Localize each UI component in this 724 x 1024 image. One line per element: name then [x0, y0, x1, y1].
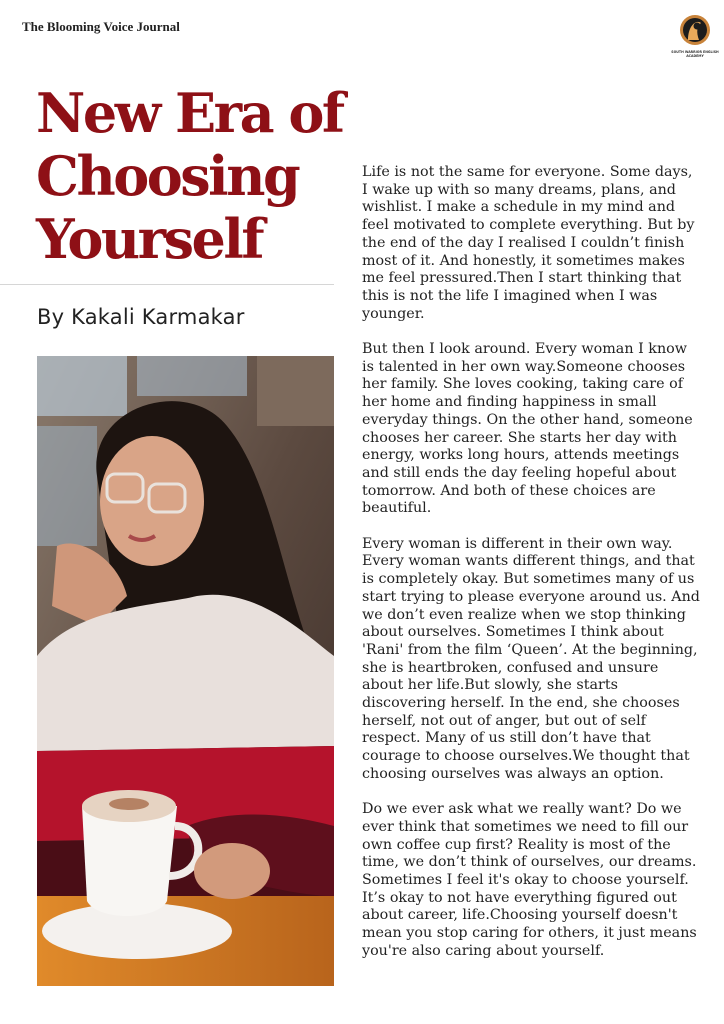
author-byline: By Kakali Karmakar — [37, 305, 245, 329]
author-photo — [37, 356, 334, 986]
title-line: Yourself — [36, 207, 263, 271]
article-body — [362, 164, 702, 978]
title-line: Choosing — [36, 144, 299, 208]
paragraph: But then I look around. Every woman I know is talented in her own way.Someone chooses her family. She loves cooking, taking care of her home and finding happiness in small everyday things. On the other hand, someone chooses her career. She starts her day with energy, works long hours, attends meetings and still ends the day feeling hopeful about tomorrow. And both of these choices are beautiful. — [362, 341, 693, 517]
title-divider — [0, 284, 334, 285]
paragraph: Do we ever ask what we really want? Do we ever think that sometimes we need to fill our own coffee cup first? Reality is most of the time, we don’t think of ourselves, our dreams. Sometimes I feel it's okay to choose yourself. It’s okay to not have everything figured out about career, life.Choosing yourself doesn't mean you stop caring for others, it just means you're also caring about yourself. — [362, 801, 697, 959]
academy-logo-icon — [666, 10, 724, 64]
title-line: New Era of — [36, 81, 343, 145]
paragraph: Life is not the same for everyone. Some days, I wake up with so many dreams, plans, and wishlist. I make a schedule in my mind and feel motivated to complete everything. But by the end of the day I realised I couldn’t finish most of it. And honestly, it sometimes makes me feel pressured.Then I start thinking that this is not the life I imagined when I was younger. — [362, 164, 695, 322]
journal-name: The Blooming Voice Journal — [22, 19, 180, 34]
paragraph: Every woman is different in their own way. Every woman wants different things, and that is completely okay. But sometimes many of us start trying to please everyone around us. And we don’t even realize when we stop thinking about ourselves. Sometimes I think about 'Rani' from the film ‘Queen’. At the beginning, she is heartbroken, confused and unsure about her life.But slowly, she starts discovering herself. In the end, she chooses herself, not out of anger, but out of self respect. Many of us still don’t have that courage to choose ourselves.We thought that choosing ourselves was always an option. — [362, 535, 700, 782]
logo-text: SOUTH WARRIOR ENGLISH ACADEMY — [671, 50, 719, 58]
article-title — [36, 82, 346, 271]
